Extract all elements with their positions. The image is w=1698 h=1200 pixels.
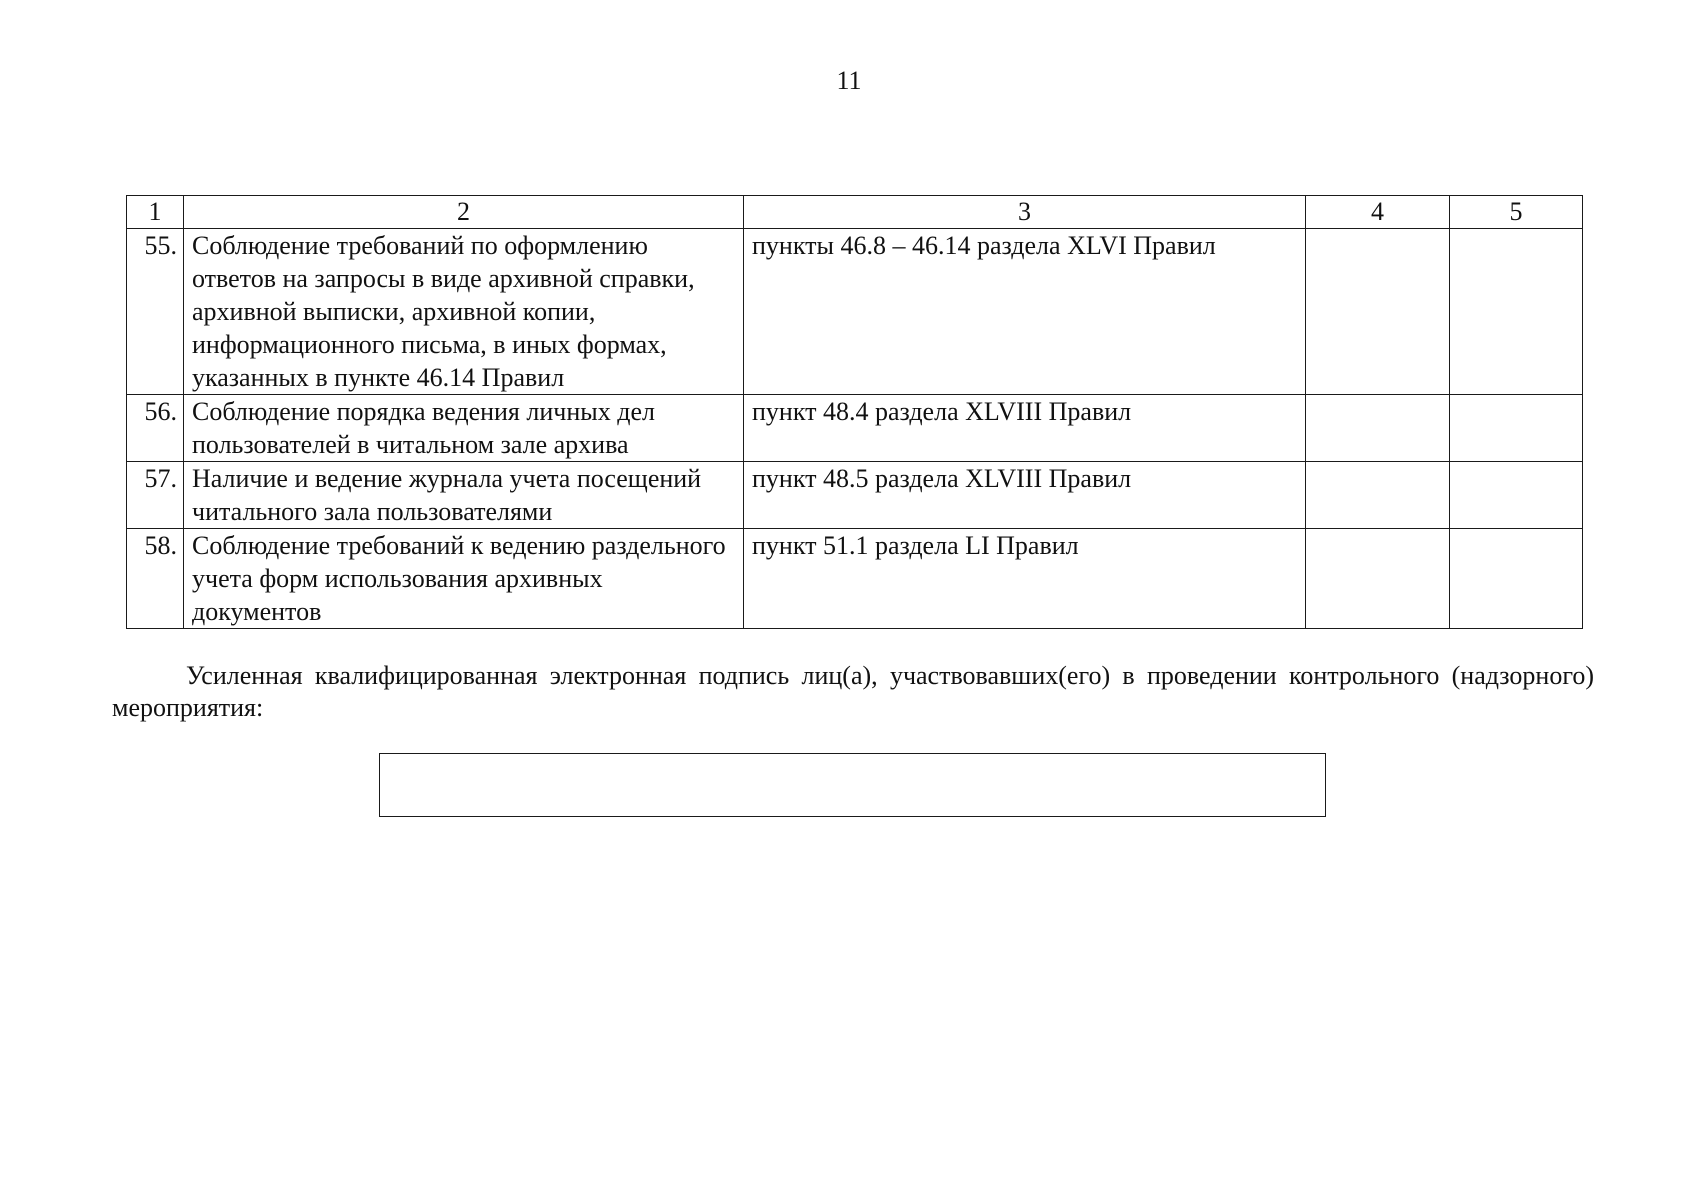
- row-number: 55.: [127, 229, 184, 395]
- requirement-cell: Соблюдение порядка ведения личных дел пользователей в читальном зале архива: [184, 395, 744, 462]
- row-number: 57.: [127, 462, 184, 529]
- reference-cell: пункт 48.4 раздела XLVIII Правил: [744, 395, 1306, 462]
- column-header-4: 4: [1306, 196, 1450, 229]
- column-header-1: 1: [127, 196, 184, 229]
- column-header-5: 5: [1450, 196, 1583, 229]
- table-header-row: [127, 196, 1583, 229]
- column-4-cell: [1306, 229, 1450, 395]
- requirement-cell: Соблюдение требований к ведению раздельного учета форм использования архивных документов: [184, 529, 744, 629]
- column-4-cell: [1306, 529, 1450, 629]
- column-4-cell: [1306, 395, 1450, 462]
- table-row: [127, 229, 1583, 395]
- signature-box: [379, 753, 1326, 817]
- column-5-cell: [1450, 395, 1583, 462]
- row-number: 56.: [127, 395, 184, 462]
- requirement-cell: Наличие и ведение журнала учета посещений читального зала пользователями: [184, 462, 744, 529]
- column-5-cell: [1450, 462, 1583, 529]
- column-header-2: 2: [184, 196, 744, 229]
- checklist-table: [126, 195, 1583, 629]
- row-number: 58.: [127, 529, 184, 629]
- column-5-cell: [1450, 529, 1583, 629]
- column-5-cell: [1450, 229, 1583, 395]
- reference-cell: пункты 46.8 – 46.14 раздела XLVI Правил: [744, 229, 1306, 395]
- page-number: 11: [836, 66, 862, 95]
- table-row: [127, 462, 1583, 529]
- reference-cell: пункт 48.5 раздела XLVIII Правил: [744, 462, 1306, 529]
- reference-cell: пункт 51.1 раздела LI Правил: [744, 529, 1306, 629]
- signature-statement: Усиленная квалифицированная электронная подпись лиц(а), участвовавших(его) в проведении контрольного (надзорного) мероприятия:: [112, 661, 1594, 722]
- table-row: [127, 529, 1583, 629]
- column-header-3: 3: [744, 196, 1306, 229]
- table-row: [127, 395, 1583, 462]
- requirement-cell: Соблюдение требований по оформлению ответов на запросы в виде архивной справки, архивной выписки, архивной копии, информационного письма, в иных формах, указанных в пункте 46.14 Правил: [184, 229, 744, 395]
- column-4-cell: [1306, 462, 1450, 529]
